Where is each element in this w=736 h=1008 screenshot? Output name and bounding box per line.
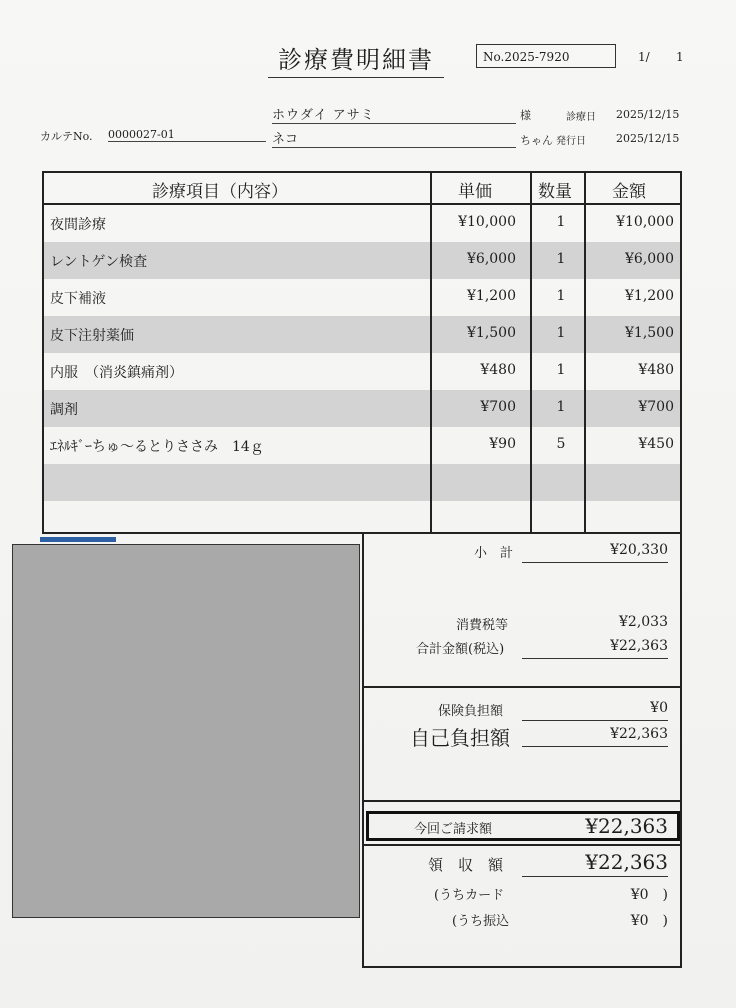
bill-label: 今回ご請求額 <box>414 822 493 837</box>
item-price: ¥10,000 <box>458 214 516 230</box>
card-value: ¥0 ) <box>630 887 668 903</box>
item-amount: ¥6,000 <box>625 251 674 267</box>
item-name: 皮下注射薬価 <box>50 328 134 344</box>
underline <box>522 746 668 747</box>
page-number: 1/ <box>638 50 650 64</box>
underline <box>522 658 668 659</box>
total-value: ¥22,363 <box>610 638 668 654</box>
self-pay-value: ¥22,363 <box>610 726 668 742</box>
item-name: 夜間診療 <box>50 217 106 233</box>
item-name: 皮下補液 <box>50 291 106 307</box>
received-label: 領 収 額 <box>428 856 504 874</box>
issue-date-label: 発行日 <box>556 136 586 147</box>
header-quantity: 数量 <box>538 182 572 202</box>
item-qty: 1 <box>556 362 566 378</box>
item-amount: ¥480 <box>638 362 674 378</box>
section-divider <box>364 844 680 846</box>
item-amount: ¥450 <box>638 436 674 452</box>
subtotal-label: 小 計 <box>474 546 514 561</box>
blue-tab-mark <box>40 537 116 542</box>
owner-honorific: 様 <box>520 109 531 122</box>
column-divider <box>530 173 532 532</box>
document-number: No.2025-7920 <box>476 44 616 68</box>
column-divider <box>430 173 432 532</box>
item-amount: ¥700 <box>638 399 674 415</box>
owner-name: ホウダイ アサミ <box>272 104 516 124</box>
underline <box>522 876 668 877</box>
pet-honorific: ちゃん <box>520 134 553 147</box>
header-amount: 金額 <box>612 182 646 202</box>
card-label: (うちカード <box>434 888 505 903</box>
item-qty: 1 <box>556 251 566 267</box>
pet-name: ネコ <box>272 128 516 148</box>
item-qty: 1 <box>556 288 566 304</box>
item-amount: ¥10,000 <box>616 214 674 230</box>
karte-label: カルテNo. <box>40 130 93 143</box>
item-qty: 5 <box>556 436 566 452</box>
insurance-label: 保険負担額 <box>438 704 504 719</box>
visit-date-label: 診療日 <box>566 112 596 123</box>
item-price: ¥6,000 <box>467 251 516 267</box>
item-name: 内服 （消炎鎮痛剤） <box>50 365 183 381</box>
tax-value: ¥2,033 <box>619 614 668 630</box>
item-qty: 1 <box>556 325 566 341</box>
tax-label: 消費税等 <box>456 618 509 633</box>
document-title: 診療費明細書 <box>268 40 444 78</box>
header-item: 診療項目（内容） <box>152 182 288 202</box>
karte-number: 0000027-01 <box>108 128 266 142</box>
self-pay-label: 自己負担額 <box>410 726 510 750</box>
item-amount: ¥1,500 <box>625 325 674 341</box>
total-label: 合計金額(税込) <box>416 642 505 657</box>
column-divider <box>584 173 586 532</box>
received-value: ¥22,363 <box>585 850 668 874</box>
item-price: ¥1,200 <box>467 288 516 304</box>
header-unit-price: 単価 <box>458 182 492 202</box>
item-qty: 1 <box>556 214 566 230</box>
item-price: ¥1,500 <box>467 325 516 341</box>
bill-value: ¥22,363 <box>585 814 668 838</box>
insurance-value: ¥0 <box>650 700 668 716</box>
item-price: ¥700 <box>480 399 516 415</box>
visit-date: 2025/12/15 <box>616 108 680 121</box>
transfer-label: (うち振込 <box>452 914 510 929</box>
underline <box>522 720 668 721</box>
redacted-area <box>12 544 360 918</box>
item-name: 調剤 <box>50 402 78 418</box>
item-amount: ¥1,200 <box>625 288 674 304</box>
item-name: ｴﾈﾙｷﾞｰちゅ～るとりささみ 14ｇ <box>50 439 264 455</box>
transfer-value: ¥0 ) <box>630 913 668 929</box>
page-total: 1 <box>676 50 684 64</box>
items-table <box>42 171 682 534</box>
underline <box>522 562 668 563</box>
issue-date: 2025/12/15 <box>616 132 680 145</box>
item-price: ¥90 <box>489 436 516 452</box>
item-name: レントゲン検査 <box>50 254 148 270</box>
subtotal-value: ¥20,330 <box>610 542 668 558</box>
item-price: ¥480 <box>480 362 516 378</box>
item-qty: 1 <box>556 399 566 415</box>
section-divider <box>364 800 680 802</box>
section-divider <box>364 686 680 688</box>
summary-box <box>362 534 682 968</box>
